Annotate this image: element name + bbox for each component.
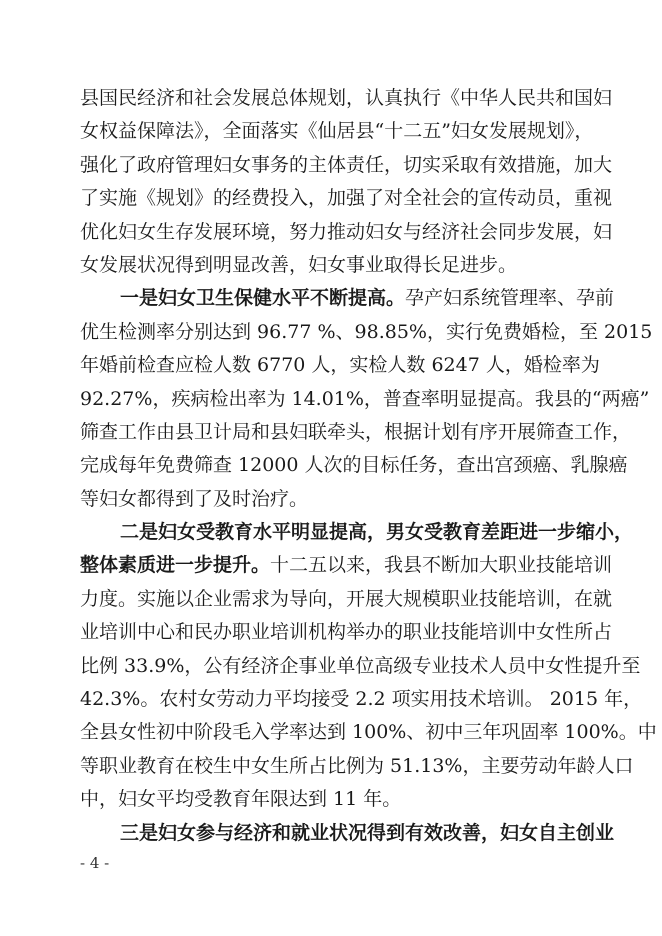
body-text: 强化了政府管理妇女事务的主体责任，切实采取有效措施，加大 xyxy=(80,153,613,176)
body-text: 女发展状况得到明显改善，妇女事业取得长足进步。 xyxy=(80,253,518,276)
text-line xyxy=(80,583,613,616)
text-line xyxy=(80,82,613,115)
body-text: 十二五以来，我县不断加大职业技能培训 xyxy=(270,554,613,577)
body-text: 县国民经济和社会发展总体规划，认真执行《中华人民共和国妇 xyxy=(80,87,613,109)
text-line xyxy=(80,316,653,349)
body-text: 年婚前检查应检人数 6770 人，实检人数 6247 人，婚检率为 xyxy=(80,354,600,377)
text-line xyxy=(80,349,600,382)
text-line xyxy=(80,783,582,816)
text-line xyxy=(80,750,634,783)
text-line xyxy=(80,182,613,215)
body-text: 全县女性初中阶段毛入学率达到 100%、初中三年巩固率 100%。中 xyxy=(80,721,657,744)
text-line xyxy=(80,149,613,182)
body-text: 力度。实施以企业需求为导向，开展大规模职业技能培训，在就 xyxy=(80,587,613,610)
text-line xyxy=(80,650,641,683)
text-line xyxy=(80,416,632,449)
body-text: 业培训中心和民办职业培训机构举办的职业技能培训中女性所占 xyxy=(80,621,613,644)
text-line xyxy=(80,483,582,516)
body-text: 等妇女都得到了及时治疗。 xyxy=(80,487,309,510)
text-line xyxy=(80,383,650,416)
body-text: 42.3%。农村女劳动力平均接受 2.2 项实用技术培训。 2015 年， xyxy=(80,688,643,711)
document-body xyxy=(80,82,657,850)
text-line xyxy=(80,683,643,716)
page-number: - 4 - xyxy=(80,854,110,872)
body-text: 等职业教育在校生中女生所占比例为 51.13%，主要劳动年龄人口 xyxy=(80,754,634,777)
text-line xyxy=(80,516,634,549)
text-line xyxy=(80,115,594,148)
body-text: 女权益保障法》，全面落实《仙居县“十二五”妇女发展规划》， xyxy=(80,120,594,143)
body-text: 92.27%，疾病检出率为 14.01%，普查率明显提高。我县的“两癌” xyxy=(80,387,650,410)
text-line xyxy=(80,716,657,749)
text-line xyxy=(80,282,615,315)
body-text: 优生检测率分别达到 96.77 %、98.85%，实行免费婚检，至 2015 xyxy=(80,320,653,343)
text-line xyxy=(80,449,628,482)
text-line xyxy=(80,216,613,249)
text-line xyxy=(80,616,613,649)
text-line xyxy=(80,549,613,582)
bold-heading-text: 三是妇女参与经济和就业状况得到有效改善，妇女自主创业 xyxy=(120,821,615,844)
body-text: 优化妇女生存发展环境，努力推动妇女与经济社会同步发展，妇 xyxy=(80,220,613,243)
body-text: 中，妇女平均受教育年限达到 11 年。 xyxy=(80,788,402,811)
bold-heading-text: 二是妇女受教育水平明显提高，男女受教育差距进一步缩小， xyxy=(120,521,634,544)
body-text: 比例 33.9%，公有经济企事业单位高级专业技术人员中女性提升至 xyxy=(80,654,641,677)
body-text: 完成每年免费筛查 12000 人次的目标任务，查出宫颈癌、乳腺癌 xyxy=(80,454,628,477)
bold-heading-text: 整体素质进一步提升。 xyxy=(80,554,271,577)
text-line xyxy=(80,817,615,850)
body-text: 孕产妇系统管理率、孕前 xyxy=(405,287,615,310)
paragraph xyxy=(80,516,657,817)
paragraph xyxy=(80,282,653,516)
paragraph xyxy=(80,82,613,282)
bold-heading-text: 一是妇女卫生保健水平不断提高。 xyxy=(120,287,406,310)
body-text: 筛查工作由县卫计局和县妇联牵头，根据计划有序开展筛查工作， xyxy=(80,420,632,443)
text-line xyxy=(80,249,582,282)
body-text: 了实施《规划》的经费投入，加强了对全社会的宣传动员，重视 xyxy=(80,187,613,210)
paragraph xyxy=(80,817,615,850)
